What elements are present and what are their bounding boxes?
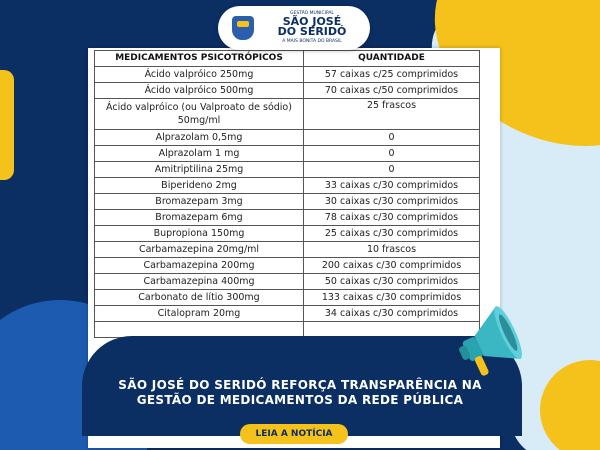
medication-name: Ácido valpróico (ou Valproato de sódio) 50mg/ml	[95, 99, 304, 130]
medication-name: Carbamazepina 20mg/ml	[95, 242, 304, 258]
table-row	[95, 226, 480, 242]
headline	[90, 378, 510, 408]
medication-table	[94, 50, 480, 338]
table-row	[95, 99, 480, 130]
table-row	[95, 162, 480, 178]
table-row	[95, 258, 480, 274]
city-logo-icon	[232, 16, 254, 40]
medication-quantity: 10 frascos	[304, 242, 480, 258]
medication-quantity: 25 frascos	[304, 99, 480, 130]
medication-name: Bromazepam 6mg	[95, 210, 304, 226]
table-row	[95, 146, 480, 162]
medication-quantity: 133 caixas c/30 comprimidos	[304, 290, 480, 306]
table-row	[95, 306, 480, 322]
column-header-medication: MEDICAMENTOS PSICOTRÓPICOS	[95, 51, 304, 67]
medication-name: Carbonato de lítio 300mg	[95, 290, 304, 306]
medication-name: Biperideno 2mg	[95, 178, 304, 194]
table-row	[95, 290, 480, 306]
table-row	[95, 83, 480, 99]
medication-quantity: 50 caixas c/30 comprimidos	[304, 274, 480, 290]
medication-quantity: 0	[304, 162, 480, 178]
table-row	[95, 194, 480, 210]
logo-name-line1: SÃO JOSÉ	[282, 15, 342, 28]
city-logo	[218, 6, 370, 50]
medication-name: Bromazepam 3mg	[95, 194, 304, 210]
medication-quantity: 70 caixas c/50 comprimidos	[304, 83, 480, 99]
table-row	[95, 130, 480, 146]
medication-quantity: 200 caixas c/30 comprimidos	[304, 258, 480, 274]
logo-name	[262, 17, 362, 37]
table-header-row	[95, 51, 480, 67]
medication-quantity: 0	[304, 146, 480, 162]
table-row	[95, 67, 480, 83]
medication-name: Ácido valpróico 250mg	[95, 67, 304, 83]
medication-quantity: 57 caixas c/25 comprimidos	[304, 67, 480, 83]
medication-quantity: 34 caixas c/30 comprimidos	[304, 306, 480, 322]
medication-name: Citalopram 20mg	[95, 306, 304, 322]
decor-yellow-shape-left	[0, 70, 14, 180]
medication-quantity: 30 caixas c/30 comprimidos	[304, 194, 480, 210]
medication-quantity: 0	[304, 130, 480, 146]
medication-name: Alprazolam 0,5mg	[95, 130, 304, 146]
medication-quantity: 78 caixas c/30 comprimidos	[304, 210, 480, 226]
table-row	[95, 242, 480, 258]
medication-name: Alprazolam 1 mg	[95, 146, 304, 162]
column-header-quantity: QUANTIDADE	[304, 51, 480, 67]
medication-name: Carbamazepina 200mg	[95, 258, 304, 274]
logo-name-line2: DO SERIDÓ	[277, 25, 347, 38]
headline-line2: GESTÃO DE MEDICAMENTOS DA REDE PÚBLICA	[136, 393, 464, 407]
logo-small-text: GESTÃO MUNICIPAL	[290, 11, 334, 16]
read-news-button[interactable]: LEIA A NOTÍCIA	[240, 424, 348, 444]
table-row	[95, 210, 480, 226]
medication-quantity: 33 caixas c/30 comprimidos	[304, 178, 480, 194]
table-row	[95, 178, 480, 194]
medication-quantity: 25 caixas c/30 comprimidos	[304, 226, 480, 242]
logo-tagline: A MAIS BONITA DO BRASIL	[282, 39, 342, 44]
megaphone-icon	[452, 300, 528, 382]
table-row	[95, 274, 480, 290]
medication-name: Bupropiona 150mg	[95, 226, 304, 242]
headline-line1: SÃO JOSÉ DO SERIDÓ REFORÇA TRANSPARÊNCIA NA	[118, 378, 482, 392]
medication-name: Carbamazepina 400mg	[95, 274, 304, 290]
medication-name: Ácido valpróico 500mg	[95, 83, 304, 99]
medication-name: Amitriptilina 25mg	[95, 162, 304, 178]
